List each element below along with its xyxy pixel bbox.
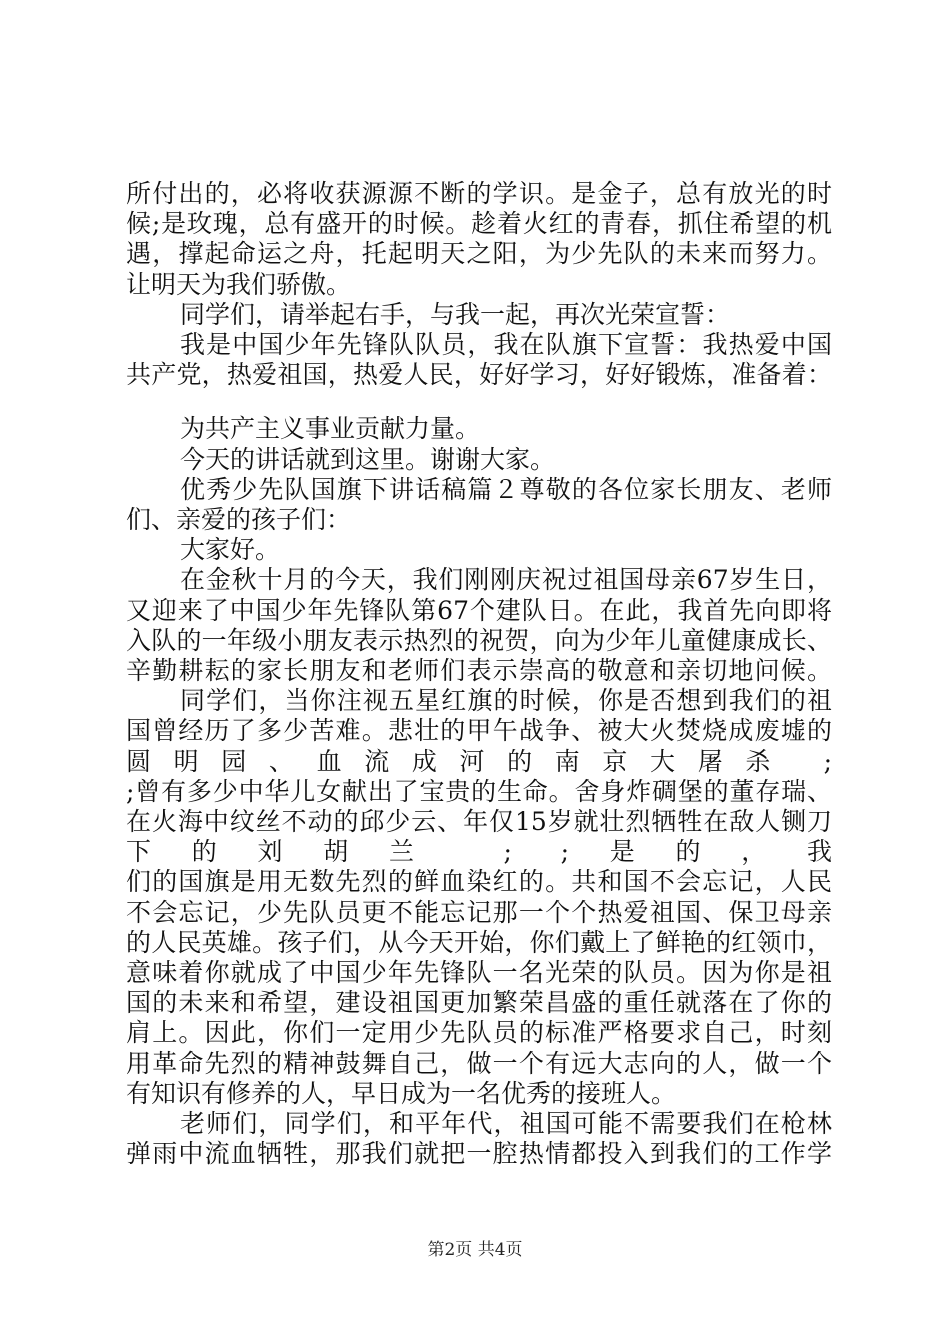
text-line: 大家好。 bbox=[180, 535, 281, 564]
text-line: 我是中国少年先锋队队员，我在队旗下宣誓：我热爱中国 bbox=[180, 330, 832, 359]
text-line: 的人民英雄。孩子们，从今天开始，你们戴上了鲜艳的红领巾， bbox=[126, 928, 832, 957]
text-line: 在火海中纹丝不动的邱少云、年仅15岁就壮烈牺牲在敌人铡刀 bbox=[126, 807, 832, 836]
text-line: 圆明园、血流成河的南京大屠杀 ; bbox=[126, 747, 832, 776]
text-line: 国曾经历了多少苦难。悲壮的甲午战争、被大火焚烧成废墟的 bbox=[126, 716, 832, 745]
text-line: 入队的一年级小朋友表示热烈的祝贺，向为少年儿童健康成长、 bbox=[126, 626, 832, 655]
text-line: 意味着你就成了中国少年先锋队一名光荣的队员。因为你是祖 bbox=[126, 958, 832, 987]
text-line: 优秀少先队国旗下讲话稿篇２尊敬的各位家长朋友、老师 bbox=[180, 475, 832, 504]
text-line: 为共产主义事业贡献力量。 bbox=[180, 414, 481, 443]
text-line: 让明天为我们骄傲。 bbox=[126, 270, 352, 299]
text-line: 辛勤耕耘的家长朋友和老师们表示崇高的敬意和亲切地问候。 bbox=[126, 656, 832, 685]
text-line: 不会忘记，少先队员更不能忘记那一个个热爱祖国、保卫母亲 bbox=[126, 898, 832, 927]
text-line: 同学们，当你注视五星红旗的时候，你是否想到我们的祖 bbox=[180, 686, 832, 715]
text-line: 候;是玫瑰，总有盛开的时候。趁着火红的青春，抓住希望的机 bbox=[126, 209, 832, 238]
text-line: 遇，撑起命运之舟，托起明天之阳，为少先队的未来而努力。 bbox=[126, 239, 832, 268]
text-line: 国的未来和希望，建设祖国更加繁荣昌盛的重任就落在了你的 bbox=[126, 988, 832, 1017]
text-line: 用革命先烈的精神鼓舞自己，做一个有远大志向的人，做一个 bbox=[126, 1049, 832, 1078]
text-line: 共产党，热爱祖国，热爱人民，好好学习，好好锻炼，准备着： bbox=[126, 360, 832, 389]
text-line: ;曾有多少中华儿女献出了宝贵的生命。舍身炸碉堡的董存瑞、 bbox=[126, 777, 832, 806]
page-footer: 第2页 共4页 bbox=[427, 1240, 523, 1260]
text-line: 同学们，请举起右手，与我一起，再次光荣宣誓： bbox=[180, 300, 731, 329]
text-line: 肩上。因此，你们一定用少先队员的标准严格要求自己，时刻 bbox=[126, 1018, 832, 1047]
text-line: 们的国旗是用无数先烈的鲜血染红的。共和国不会忘记，人民 bbox=[126, 867, 832, 896]
text-line: 又迎来了中国少年先锋队第67个建队日。在此，我首先向即将 bbox=[126, 596, 832, 625]
text-line: 有知识有修养的人，早日成为一名优秀的接班人。 bbox=[126, 1079, 677, 1108]
text-line: 老师们，同学们，和平年代，祖国可能不需要我们在枪林 bbox=[180, 1109, 832, 1138]
text-line: 们、亲爱的孩子们： bbox=[126, 505, 352, 534]
text-line: 下的刘胡兰 ; ;是的，我 bbox=[126, 837, 832, 866]
text-line: 今天的讲话就到这里。谢谢大家。 bbox=[180, 445, 556, 474]
text-line: 弹雨中流血牺牲，那我们就把一腔热情都投入到我们的工作学 bbox=[126, 1139, 832, 1168]
text-line: 在金秋十月的今天，我们刚刚庆祝过祖国母亲67岁生日， bbox=[180, 565, 832, 594]
text-line: 所付出的，必将收获源源不断的学识。是金子，总有放光的时 bbox=[126, 179, 832, 208]
